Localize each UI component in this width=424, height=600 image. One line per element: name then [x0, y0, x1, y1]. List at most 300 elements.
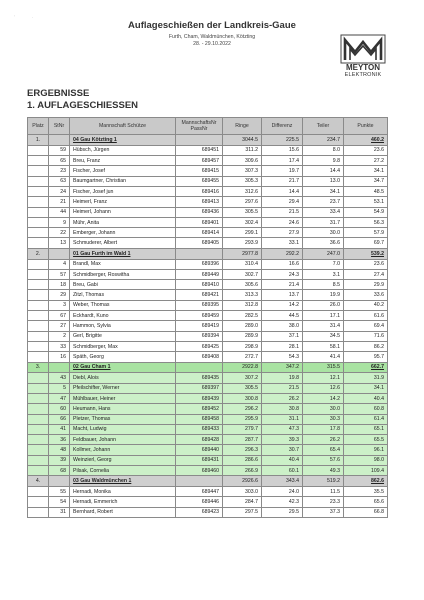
- cell-name: Mühr, Anita: [70, 217, 176, 227]
- cell-platz: [28, 290, 49, 300]
- cell-teiler: 23.7: [303, 197, 344, 207]
- cell-ringe: 299.1: [223, 228, 262, 238]
- cell-teiler: 17.1: [303, 311, 344, 321]
- cell-punkte: 61.6: [344, 311, 388, 321]
- cell-differenz: 16.6: [262, 259, 303, 269]
- table-row: [28, 207, 388, 217]
- table-row: [28, 228, 388, 238]
- cell-name: Schmidberger, Roswitha: [70, 269, 176, 279]
- cell-passnr: 689408: [176, 352, 223, 362]
- cell-passnr: [176, 476, 223, 487]
- cell-passnr: 689425: [176, 341, 223, 351]
- cell-stnr: 29: [49, 290, 70, 300]
- cell-stnr: 44: [49, 207, 70, 217]
- cell-platz: [28, 373, 49, 383]
- cell-platz: [28, 414, 49, 424]
- cell-differenz: 60.1: [262, 466, 303, 476]
- cell-stnr: 13: [49, 238, 70, 248]
- cell-teiler: 30.3: [303, 414, 344, 424]
- table-row: [28, 373, 388, 383]
- cell-stnr: 31: [49, 507, 70, 517]
- cell-stnr: [49, 476, 70, 487]
- cell-name: Pletzer, Thomas: [70, 414, 176, 424]
- cell-punkte: 71.6: [344, 331, 388, 341]
- cell-punkte: 65.1: [344, 424, 388, 434]
- cell-differenz: 29.5: [262, 507, 303, 517]
- cell-ringe: 297.5: [223, 507, 262, 517]
- cell-name: Pilsak, Cornelia: [70, 466, 176, 476]
- cell-teiler: 12.6: [303, 383, 344, 393]
- cell-punkte: 65.5: [344, 435, 388, 445]
- table-row: [28, 197, 388, 207]
- table-row: [28, 290, 388, 300]
- table-row: [28, 383, 388, 393]
- cell-teiler: 7.0: [303, 259, 344, 269]
- cell-punkte: 23.6: [344, 259, 388, 269]
- cell-name: Emberger, Johann: [70, 228, 176, 238]
- cell-passnr: 689395: [176, 300, 223, 310]
- table-row: [28, 414, 388, 424]
- cell-differenz: 24.0: [262, 487, 303, 497]
- cell-stnr: 41: [49, 424, 70, 434]
- cell-punkte: 69.4: [344, 321, 388, 331]
- cell-platz: [28, 393, 49, 403]
- meyton-logo-icon: [340, 34, 386, 64]
- cell-name: Heumann, Hans: [70, 404, 176, 414]
- logo-brand-subtext: ELEKTRONIK: [344, 72, 382, 78]
- cell-stnr: 59: [49, 145, 70, 155]
- cell-teiler: 65.4: [303, 445, 344, 455]
- cell-differenz: 29.4: [262, 197, 303, 207]
- cell-stnr: 33: [49, 341, 70, 351]
- cell-teiler: 17.8: [303, 424, 344, 434]
- cell-platz: [28, 424, 49, 434]
- cell-stnr: 16: [49, 352, 70, 362]
- cell-platz: [28, 466, 49, 476]
- table-row: [28, 311, 388, 321]
- column-header-name: Mannschaft Schütze: [70, 118, 176, 135]
- cell-teiler: 247.0: [303, 248, 344, 259]
- cell-name: Schmidberger, Max: [70, 341, 176, 351]
- cell-name: Eckhardt, Kuno: [70, 311, 176, 321]
- cell-teiler: 23.3: [303, 497, 344, 507]
- cell-stnr: 47: [49, 393, 70, 403]
- table-row: [28, 280, 388, 290]
- cell-ringe: 311.2: [223, 145, 262, 155]
- cell-name: Breu, Franz: [70, 156, 176, 166]
- column-header-passnr: MannschaftsNr PassNr: [176, 118, 223, 135]
- cell-ringe: 2926.6: [223, 476, 262, 487]
- cell-platz: [28, 352, 49, 362]
- cell-punkte: 35.5: [344, 487, 388, 497]
- cell-differenz: 21.5: [262, 207, 303, 217]
- table-row: [28, 269, 388, 279]
- cell-differenz: 14.4: [262, 186, 303, 196]
- table-row: [28, 487, 388, 497]
- cell-teiler: 58.1: [303, 341, 344, 351]
- cell-platz: [28, 321, 49, 331]
- cell-differenz: 44.5: [262, 311, 303, 321]
- cell-stnr: 3: [49, 300, 70, 310]
- table-row: [28, 445, 388, 455]
- cell-stnr: 22: [49, 228, 70, 238]
- cell-differenz: 40.4: [262, 455, 303, 465]
- cell-name: Weinzierl, Georg: [70, 455, 176, 465]
- cell-platz: [28, 217, 49, 227]
- cell-ringe: 284.7: [223, 497, 262, 507]
- cell-ringe: 293.9: [223, 238, 262, 248]
- cell-teiler: 315.5: [303, 362, 344, 373]
- cell-name: Bernhard, Robert: [70, 507, 176, 517]
- cell-differenz: 47.3: [262, 424, 303, 434]
- cell-platz: [28, 197, 49, 207]
- cell-differenz: 14.2: [262, 300, 303, 310]
- cell-differenz: 33.1: [262, 238, 303, 248]
- cell-platz: [28, 207, 49, 217]
- team-row: [28, 135, 388, 146]
- cell-differenz: 21.4: [262, 280, 303, 290]
- cell-name: Fischer, Josef jun: [70, 186, 176, 196]
- cell-platz: [28, 455, 49, 465]
- cell-passnr: 689452: [176, 404, 223, 414]
- cell-name: Mühlbauer, Heiner: [70, 393, 176, 403]
- cell-stnr: 39: [49, 455, 70, 465]
- cell-teiler: 34.5: [303, 331, 344, 341]
- cell-ringe: 307.3: [223, 166, 262, 176]
- cell-differenz: 225.5: [262, 135, 303, 146]
- column-header-ringe: Ringe: [223, 118, 262, 135]
- cell-platz: [28, 166, 49, 176]
- cell-name: Hübsch, Jürgen: [70, 145, 176, 155]
- table-row: [28, 352, 388, 362]
- cell-differenz: 28.1: [262, 341, 303, 351]
- cell-differenz: 292.2: [262, 248, 303, 259]
- cell-differenz: 24.3: [262, 269, 303, 279]
- cell-stnr: 23: [49, 166, 70, 176]
- results-table-body: [28, 135, 388, 518]
- cell-punkte: 96.1: [344, 445, 388, 455]
- cell-name: Heimerl, Johann: [70, 207, 176, 217]
- cell-stnr: 24: [49, 186, 70, 196]
- table-header-row: [28, 118, 388, 135]
- team-row: [28, 476, 388, 487]
- table-row: [28, 145, 388, 155]
- cell-platz: [28, 280, 49, 290]
- cell-passnr: 689410: [176, 280, 223, 290]
- table-row: [28, 176, 388, 186]
- cell-punkte: 27.2: [344, 156, 388, 166]
- cell-teiler: 30.0: [303, 404, 344, 414]
- table-row: [28, 321, 388, 331]
- cell-teiler: 26.0: [303, 300, 344, 310]
- cell-ringe: 289.9: [223, 331, 262, 341]
- cell-name: Zitzl, Thomas: [70, 290, 176, 300]
- results-heading: [27, 88, 138, 112]
- cell-passnr: 689397: [176, 383, 223, 393]
- cell-passnr: [176, 135, 223, 146]
- cell-stnr: 36: [49, 435, 70, 445]
- cell-name: Feldbauer, Johann: [70, 435, 176, 445]
- cell-ringe: 2977.8: [223, 248, 262, 259]
- cell-name: Pfeilschifter, Werner: [70, 383, 176, 393]
- cell-platz: [28, 404, 49, 414]
- cell-differenz: 54.3: [262, 352, 303, 362]
- cell-stnr: 54: [49, 497, 70, 507]
- logo-brand-text: MEYTON: [345, 63, 381, 72]
- cell-name: Macht, Ludwig: [70, 424, 176, 434]
- table-row: [28, 238, 388, 248]
- cell-stnr: 48: [49, 445, 70, 455]
- cell-ringe: 296.2: [223, 404, 262, 414]
- cell-teiler: 11.5: [303, 487, 344, 497]
- document-title: Auflageschießen der Landkreis-Gaue: [128, 20, 296, 31]
- cell-punkte: 34.1: [344, 166, 388, 176]
- cell-ringe: 312.8: [223, 300, 262, 310]
- document-date: 28. - 29.10.2022: [193, 41, 231, 47]
- cell-ringe: 289.0: [223, 321, 262, 331]
- table-row: [28, 331, 388, 341]
- cell-ringe: 310.4: [223, 259, 262, 269]
- table-row: [28, 166, 388, 176]
- cell-stnr: [49, 135, 70, 146]
- cell-name: Weber, Thomas: [70, 300, 176, 310]
- cell-punkte: 95.7: [344, 352, 388, 362]
- cell-ringe: 302.7: [223, 269, 262, 279]
- cell-differenz: 39.3: [262, 435, 303, 445]
- cell-differenz: 30.8: [262, 404, 303, 414]
- cell-differenz: 15.6: [262, 145, 303, 155]
- cell-teiler: 57.6: [303, 455, 344, 465]
- cell-passnr: 689419: [176, 321, 223, 331]
- cell-differenz: 19.8: [262, 373, 303, 383]
- table-row: [28, 507, 388, 517]
- cell-platz: [28, 176, 49, 186]
- cell-name: Hernadi, Monika: [70, 487, 176, 497]
- cell-passnr: 689431: [176, 455, 223, 465]
- cell-punkte: 40.4: [344, 393, 388, 403]
- cell-teiler: 3.1: [303, 269, 344, 279]
- cell-stnr: [49, 248, 70, 259]
- cell-punkte: 862.6: [344, 476, 388, 487]
- team-row: [28, 248, 388, 259]
- cell-name: 01 Gau Furth im Wald 1: [70, 248, 176, 259]
- cell-punkte: 460.2: [344, 135, 388, 146]
- cell-platz: [28, 156, 49, 166]
- cell-passnr: [176, 362, 223, 373]
- cell-differenz: 21.7: [262, 176, 303, 186]
- cell-ringe: 295.9: [223, 414, 262, 424]
- cell-platz: [28, 445, 49, 455]
- cell-teiler: 8.0: [303, 145, 344, 155]
- cell-punkte: 98.0: [344, 455, 388, 465]
- cell-punkte: 33.6: [344, 290, 388, 300]
- cell-platz: [28, 383, 49, 393]
- cell-punkte: 31.9: [344, 373, 388, 383]
- cell-ringe: 309.6: [223, 156, 262, 166]
- cell-differenz: 26.2: [262, 393, 303, 403]
- cell-stnr: 60: [49, 404, 70, 414]
- table-row: [28, 435, 388, 445]
- cell-ringe: 305.5: [223, 207, 262, 217]
- cell-platz: [28, 435, 49, 445]
- cell-passnr: 689415: [176, 166, 223, 176]
- cell-passnr: 689416: [176, 186, 223, 196]
- cell-punkte: 29.9: [344, 280, 388, 290]
- cell-differenz: 13.7: [262, 290, 303, 300]
- cell-teiler: 37.3: [303, 507, 344, 517]
- cell-differenz: 37.1: [262, 331, 303, 341]
- cell-platz: [28, 238, 49, 248]
- cell-passnr: 689446: [176, 497, 223, 507]
- cell-teiler: 234.7: [303, 135, 344, 146]
- cell-ringe: 296.3: [223, 445, 262, 455]
- cell-stnr: 5: [49, 383, 70, 393]
- cell-differenz: 21.5: [262, 383, 303, 393]
- cell-passnr: [176, 248, 223, 259]
- cell-stnr: 63: [49, 176, 70, 186]
- cell-stnr: 18: [49, 280, 70, 290]
- cell-teiler: 19.9: [303, 290, 344, 300]
- cell-passnr: 689394: [176, 331, 223, 341]
- cell-name: Breu, Gabi: [70, 280, 176, 290]
- cell-name: Späth, Georg: [70, 352, 176, 362]
- cell-ringe: 282.5: [223, 311, 262, 321]
- cell-ringe: 2922.8: [223, 362, 262, 373]
- meyton-logo: [340, 34, 386, 76]
- cell-stnr: 43: [49, 373, 70, 383]
- column-header-differenz: Differenz: [262, 118, 303, 135]
- cell-platz: [28, 300, 49, 310]
- results-heading-line1: ERGEBNISSE: [27, 88, 90, 99]
- cell-punkte: 56.3: [344, 217, 388, 227]
- table-row: [28, 466, 388, 476]
- table-row: [28, 186, 388, 196]
- cell-punkte: 109.4: [344, 466, 388, 476]
- cell-stnr: 21: [49, 197, 70, 207]
- cell-name: Hernadi, Emmerich: [70, 497, 176, 507]
- table-row: [28, 497, 388, 507]
- cell-platz: [28, 269, 49, 279]
- cell-teiler: 36.6: [303, 238, 344, 248]
- cell-name: Fischer, Josef: [70, 166, 176, 176]
- cell-platz: 1.: [28, 135, 49, 146]
- cell-ringe: 266.9: [223, 466, 262, 476]
- cell-name: Kollmer, Johann: [70, 445, 176, 455]
- cell-differenz: 30.7: [262, 445, 303, 455]
- cell-differenz: 19.7: [262, 166, 303, 176]
- cell-ringe: 305.5: [223, 383, 262, 393]
- column-header-punkte: Punkte: [344, 118, 388, 135]
- cell-differenz: 31.1: [262, 414, 303, 424]
- cell-stnr: 65: [49, 156, 70, 166]
- cell-teiler: 14.4: [303, 166, 344, 176]
- cell-punkte: 60.8: [344, 404, 388, 414]
- cell-platz: [28, 145, 49, 155]
- table-row: [28, 217, 388, 227]
- cell-punkte: 69.7: [344, 238, 388, 248]
- table-row: [28, 300, 388, 310]
- cell-stnr: 27: [49, 321, 70, 331]
- cell-punkte: 61.4: [344, 414, 388, 424]
- cell-ringe: 305.6: [223, 280, 262, 290]
- cell-platz: 2.: [28, 248, 49, 259]
- cell-ringe: 287.7: [223, 435, 262, 445]
- cell-teiler: 30.0: [303, 228, 344, 238]
- cell-punkte: 86.2: [344, 341, 388, 351]
- cell-passnr: 689449: [176, 269, 223, 279]
- cell-differenz: 347.2: [262, 362, 303, 373]
- cell-teiler: 9.8: [303, 156, 344, 166]
- cell-teiler: 8.5: [303, 280, 344, 290]
- cell-name: Gerl, Brigitte: [70, 331, 176, 341]
- cell-ringe: 3044.5: [223, 135, 262, 146]
- cell-name: Baumgartner, Christian: [70, 176, 176, 186]
- cell-teiler: 26.2: [303, 435, 344, 445]
- cell-passnr: 689439: [176, 393, 223, 403]
- cell-punkte: 662.7: [344, 362, 388, 373]
- cell-differenz: 24.6: [262, 217, 303, 227]
- cell-name: Schmuderer, Albert: [70, 238, 176, 248]
- table-row: [28, 259, 388, 269]
- cell-punkte: 48.5: [344, 186, 388, 196]
- results-table: [27, 117, 388, 518]
- team-row: [28, 362, 388, 373]
- cell-passnr: 689455: [176, 176, 223, 186]
- cell-passnr: 689396: [176, 259, 223, 269]
- cell-stnr: 55: [49, 487, 70, 497]
- table-row: [28, 404, 388, 414]
- cell-punkte: 34.7: [344, 176, 388, 186]
- cell-teiler: 13.0: [303, 176, 344, 186]
- table-row: [28, 156, 388, 166]
- cell-teiler: 49.3: [303, 466, 344, 476]
- cell-name: 03 Gau Waldmünchen 1: [70, 476, 176, 487]
- cell-ringe: 272.7: [223, 352, 262, 362]
- cell-differenz: 27.9: [262, 228, 303, 238]
- cell-platz: [28, 341, 49, 351]
- cell-punkte: 40.2: [344, 300, 388, 310]
- cell-ringe: 307.2: [223, 373, 262, 383]
- cell-passnr: 689460: [176, 466, 223, 476]
- cell-teiler: 33.4: [303, 207, 344, 217]
- cell-ringe: 302.4: [223, 217, 262, 227]
- cell-platz: [28, 331, 49, 341]
- cell-stnr: 57: [49, 269, 70, 279]
- cell-passnr: 689459: [176, 311, 223, 321]
- results-heading-line2: 1. AUFLAGESCHIESSEN: [27, 100, 139, 111]
- cell-punkte: 66.8: [344, 507, 388, 517]
- cell-differenz: 343.4: [262, 476, 303, 487]
- scan-marks: ' .: [14, 14, 41, 19]
- table-row: [28, 424, 388, 434]
- cell-punkte: 23.6: [344, 145, 388, 155]
- cell-punkte: 65.6: [344, 497, 388, 507]
- cell-ringe: 305.3: [223, 176, 262, 186]
- table-row: [28, 341, 388, 351]
- cell-name: 02 Gau Cham 1: [70, 362, 176, 373]
- cell-stnr: 4: [49, 259, 70, 269]
- cell-passnr: 689428: [176, 435, 223, 445]
- cell-ringe: 279.7: [223, 424, 262, 434]
- cell-stnr: 67: [49, 311, 70, 321]
- cell-passnr: 689423: [176, 507, 223, 517]
- cell-passnr: 689401: [176, 217, 223, 227]
- table-row: [28, 455, 388, 465]
- cell-passnr: 689458: [176, 414, 223, 424]
- document-subtitle: Furth, Cham, Waldmünchen, Kötzting: [168, 34, 256, 40]
- cell-passnr: 689413: [176, 197, 223, 207]
- cell-platz: [28, 186, 49, 196]
